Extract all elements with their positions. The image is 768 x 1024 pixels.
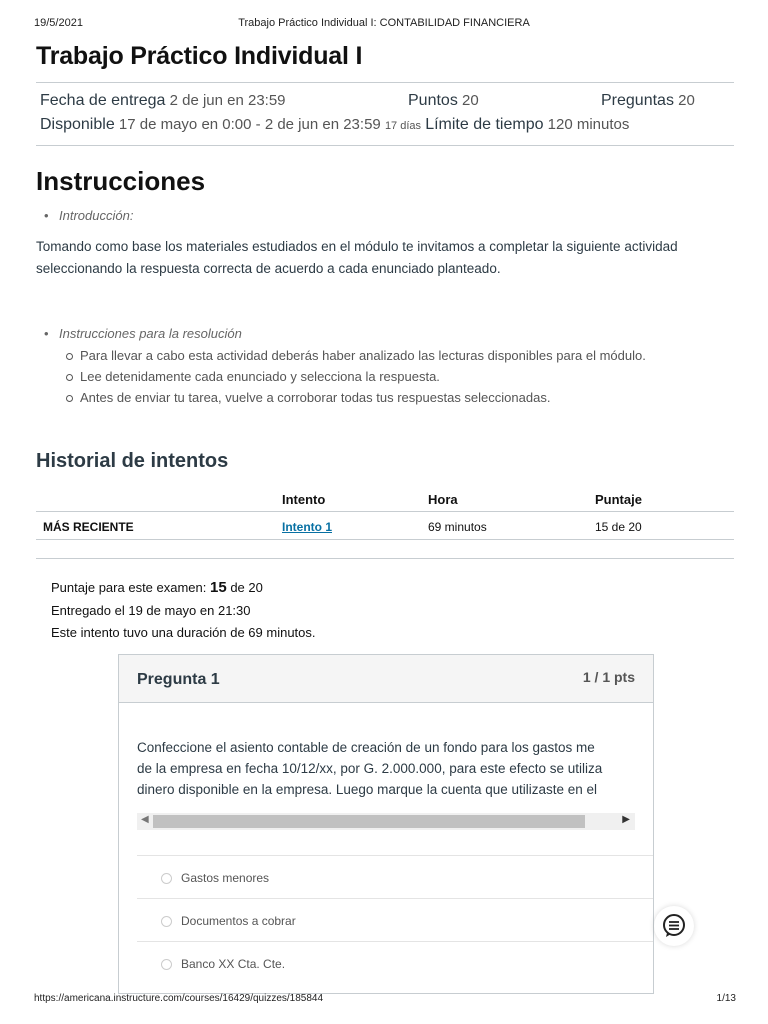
points-value: 20 — [461, 92, 479, 109]
attempt-link[interactable]: Intento 1 — [282, 520, 332, 534]
submitted-value: 19 de mayo en 21:30 — [128, 603, 251, 618]
print-header — [0, 17, 768, 31]
attempts-table — [36, 484, 734, 540]
print-doc-title: Trabajo Práctico Individual I: CONTABILIDAD FINANCIERA — [238, 17, 530, 29]
arrow-right-icon[interactable]: ▶ — [622, 814, 630, 825]
radio-button[interactable] — [161, 916, 172, 927]
question-card — [118, 654, 654, 994]
time-limit-label: Límite de tiempo — [425, 116, 544, 133]
score-value: 15 — [210, 579, 227, 596]
resolution-bullet: • Instrucciones para la resolución — [59, 326, 242, 341]
divider — [36, 82, 734, 83]
question-line: Confeccione el asiento contable de creación de un fondo para los gastos me — [137, 740, 595, 755]
submitted-info — [51, 603, 251, 618]
questions-label: Preguntas — [601, 92, 674, 109]
radio-button[interactable] — [161, 959, 172, 970]
instruction-step: Para llevar a cabo esta actividad deberás haber analizado las lecturas disponibles para el módulo. — [80, 348, 646, 363]
points-label: Puntos — [408, 92, 458, 109]
table-header — [36, 484, 734, 512]
page-title: Trabajo Práctico Individual I — [36, 42, 363, 70]
question-title: Pregunta 1 — [137, 671, 220, 688]
points-info — [408, 92, 479, 110]
time-limit-value: 120 minutos — [547, 116, 630, 133]
question-text — [137, 737, 654, 800]
chat-bubble-icon — [662, 914, 686, 938]
table-row — [36, 512, 734, 540]
available-value: 17 de mayo en 0:00 - 2 de jun en 23:59 — [118, 116, 381, 133]
available-label: Disponible — [40, 116, 115, 133]
due-date — [40, 92, 286, 110]
row-label: MÁS RECIENTE — [43, 520, 134, 534]
chat-button[interactable] — [654, 906, 694, 946]
column-header: Puntaje — [595, 492, 642, 507]
score-prefix: Puntaje para este examen: — [51, 580, 207, 595]
question-line: dinero disponible en la empresa. Luego marque la cuenta que utilizaste en el — [137, 782, 598, 797]
answer-option[interactable] — [137, 898, 653, 941]
history-heading: Historial de intentos — [36, 450, 229, 472]
duration-info: Este intento tuvo una duración de 69 minutos. — [51, 625, 316, 640]
question-points: 1 / 1 pts — [582, 669, 635, 685]
instruction-step: Antes de enviar tu tarea, vuelve a corroborar todas tus respuestas seleccionadas. — [80, 390, 551, 405]
answer-list — [137, 855, 653, 984]
submitted-prefix: Entregado el — [51, 603, 125, 618]
column-header: Hora — [428, 492, 458, 507]
answer-option[interactable] — [137, 855, 653, 898]
due-value: 2 de jun en 23:59 — [169, 92, 286, 109]
answer-label: Documentos a cobrar — [181, 914, 296, 928]
question-line: de la empresa en fecha 10/12/xx, por G. 2.000.000, para este efecto se utiliza — [137, 761, 603, 776]
horizontal-scrollbar[interactable] — [137, 813, 635, 830]
intro-bullet: • Introducción: — [59, 208, 133, 223]
column-header: Intento — [282, 492, 326, 507]
print-date: 19/5/2021 — [34, 17, 83, 29]
availability — [40, 116, 629, 134]
instructions-heading: Instrucciones — [36, 166, 206, 196]
answer-label: Gastos menores — [181, 871, 270, 885]
due-label: Fecha de entrega — [40, 92, 166, 109]
scrollbar-thumb[interactable] — [153, 815, 585, 828]
print-page-count: 1/13 — [716, 993, 736, 1004]
questions-info — [601, 92, 695, 110]
intro-text: Tomando como base los materiales estudiados en el módulo te invitamos a completar la siguiente actividad seleccionando la respuesta correcta de acuerdo a cada enunciado planteado. — [36, 239, 678, 276]
divider — [36, 145, 734, 146]
instruction-step: Lee detenidamente cada enunciado y selecciona la respuesta. — [80, 369, 440, 384]
available-days: 17 días — [384, 120, 422, 132]
attempt-score: 15 de 20 — [595, 520, 642, 534]
questions-value: 20 — [678, 92, 695, 109]
answer-label: Banco XX Cta. Cte. — [181, 957, 286, 971]
answer-option[interactable] — [137, 941, 653, 984]
print-url: https://americana.instructure.com/courses/16429/quizzes/185844 — [34, 993, 324, 1004]
score-summary — [51, 579, 263, 596]
arrow-left-icon[interactable]: ◀ — [141, 814, 149, 825]
radio-button[interactable] — [161, 873, 172, 884]
question-header — [119, 655, 653, 703]
divider — [36, 558, 734, 559]
score-suffix: de 20 — [230, 580, 263, 595]
attempt-time: 69 minutos — [428, 520, 487, 534]
